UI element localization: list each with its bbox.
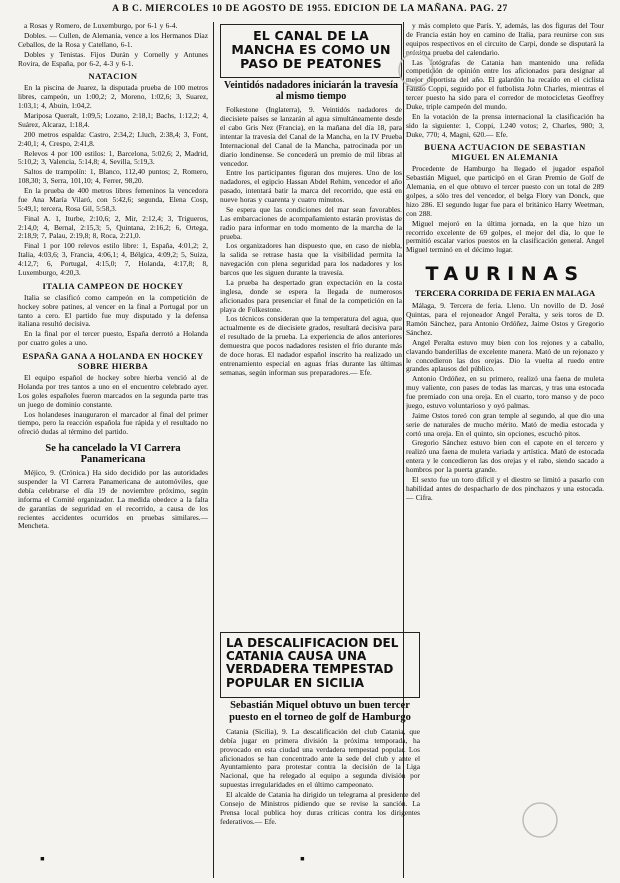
taurinas-paragraph: El sexto fue un toro difícil y el diestro se limitó a pasarlo con habilidad antes de despacharlo de dos pinchazos y una estocada.— Cifra.	[406, 474, 604, 502]
taurinas-paragraph: Jaime Ostos toreó con gran temple al segundo, al que dio una serie de naturales de mucho mérito. Mató de media estocada y cortó una oreja. En el quinto, sin opciones, escuchó pitos.	[406, 410, 604, 438]
italia-paragraph: En la final por el tercer puesto, España derrotó a Holanda por cuatro goles a uno.	[18, 329, 208, 348]
column-1	[18, 22, 208, 878]
taurinas-paragraph: Gregorio Sánchez estuvo bien con el capote en el tercero y realizó una faena de muleta variada y artística. Mató de estocada entera y le concedieron las dos orejas y el rabo, siendo sacado a hombros por la puerta grande.	[406, 438, 604, 475]
canal-headline: EL CANAL DE LA MANCHA ES COMO UN PASO DE PEATONES	[231, 28, 391, 71]
intro-paragraph: Dobles. — Cullen, de Alemania, vence a los Hermanos Díaz Ceballos, de la Rosa y Catellano, 6-1.	[18, 30, 208, 49]
taurinas-paragraph: Antonio Ordóñez, en su primero, realizó una faena de muleta muy valiente, con pases de todas las marcas, y tras una estocada fue premiado con una oreja. En el cuarto, toro manso y de poco juego, estuvo voluntarioso y oyó palmas.	[406, 374, 604, 410]
natacion-paragraph: 200 metros espalda: Castro, 2:34,2; Lluch, 2:38,4; 3, Font, 2:40,1; 4, Crespo, 2:41,8.	[18, 129, 208, 148]
taurinas-subheading: TERCERA CORRIDA DE FERIA EN MALAGA	[414, 288, 596, 299]
panamericana-paragraph: Méjico, 9. (Crónica.) Ha sido decidido por las autoridades suspender la VI Carrera Panamericana de automóviles, que debía celebrarse el día 19 de noviembre próximo, según informa el Comité organizador. La medida obedece a la falta de garantías de seguridad en el recorrido, a causa de los recientes accidentes ocurridos en pruebas similares.— Mencheta.	[18, 468, 208, 531]
natacion-heading: NATACION	[88, 71, 138, 82]
intro-paragraph: y más completo que París. Y, además, las dos figuras del Tour de Francia están hoy en camino de Italia, para reunirse con sus equipos respectivos en el circuito de Carpi, donde se disputará la próxima prueba del calendario.	[406, 22, 604, 57]
column-3	[406, 22, 604, 878]
canal-paragraph: Los organizadores han dispuesto que, en caso de niebla, la salida se retrase hasta que la visibilidad permita la navegación con plena seguridad para los nadadores y los barcos que les siguen durante la travesía.	[220, 241, 402, 277]
natacion-paragraph: Final A. 1, Iturbe, 2:10,6; 2, Mir, 2:12,4; 3, Trigueros, 2:14,0; 4, Bernal, 2:15,3; 5, Quintana, 2:16,2; 6, Ortega, 2:18,9; 7, Palau, 2:19,8; 8, Roca, 2:21,0.	[18, 213, 208, 241]
catania-headline: LA DESCALIFICACION DEL CATANIA CAUSA UNA VERDADERA TEMPESTAD POPULAR EN SICILIA	[226, 636, 399, 690]
natacion-paragraph: En la prueba de 400 metros libres femeninos la vencedora fue Ana María Vilaró, con 5:42,6; segunda, Elena Cosp, 5:49,1; tercera, Rosa Gil, 5:58,3.	[18, 186, 208, 213]
natacion-paragraph: Mariposa Queralt, 1:09,5; Lozano, 2:18,1; Bachs, 1:12,2; 4, Suárez, Alcaraz, 1:18,4.	[18, 111, 208, 129]
espana-heading: ESPAÑA GANA A HOLANDA EN HOCKEY SOBRE HIERBA	[22, 351, 204, 371]
italia-paragraph: Italia se clasificó como campeón en la competición de hockey sobre patines, al vencer en la final a Portugal por un tanto a cero. El partido fue muy disputado y la defensa italiana resultó decisiva.	[18, 292, 208, 329]
intro-paragraph: Las fotógrafas de Catania han mantenido una reñida competición de opinión entre los aficionados para designar al mejor deportista del año. El galardón ha recaído en el ciclista Fausto Coppi, seguido por el futbolista John Charles, mientras el tercer puesto ha sido para el corredor de motocicletas Geoffrey Duke, triple campeón del mundo.	[406, 57, 604, 111]
running-head: A B C. MIERCOLES 10 DE AGOSTO DE 1955. EDICION DE LA MAÑANA. PAG. 27	[112, 4, 508, 14]
taurinas-heading: TAURINAS	[425, 263, 585, 286]
catania-subheadline: Sebastián Miquel obtuvo un buen tercer puesto en el torneo de golf de Hamburgo	[229, 699, 411, 723]
canal-paragraph: Se espera que las condiciones del mar sean favorables. Las embarcaciones de acompañamiento estarán provistas de radio para informar en todo momento de la marcha de la prueba.	[220, 204, 402, 241]
column-2	[220, 22, 402, 626]
canal-headline-box	[220, 24, 402, 78]
catania-paragraph: El alcalde de Catania ha dirigido un telegrama al presidente del Consejo de Ministros pidiendo que se revise la sanción. La Prensa local publica hoy duras críticas contra los dirigentes federativos.— Efe.	[220, 790, 420, 826]
bullet-mark-icon: ▪	[300, 852, 305, 867]
espana-paragraph: El equipo español de hockey sobre hierba venció al de Holanda por tres tantos a uno en el encuentro celebrado ayer. Los goles españoles fueron marcados en la segunda parte tras un juego de dominio constante.	[18, 373, 208, 409]
canal-paragraph: Folkestone (Inglaterra), 9. Veintidós nadadores de diecisiete países se lanzarán al agua simultáneamente desde el cabo Gris Nez (Francia), en la mañana del día 18, para intentar la travesía del Canal de la Mancha, en la IV Prueba Internacional del Canal de la Mancha, patrocinada por un diario londinense. Se concederá un premio de mil libras al vencedor.	[220, 105, 402, 168]
canal-paragraph: La prueba ha despertado gran expectación en la costa inglesa, donde se espera la llegada de numerosos aficionados para presenciar el final de la competición en la playa de Folkestone.	[220, 277, 402, 314]
catania-story	[220, 630, 420, 878]
canal-subheadline: Veintidós nadadores iniciarán la travesía al mismo tiempo	[224, 80, 398, 103]
natacion-paragraph: Final 1 por 100 relevos estilo libre: 1, España, 4:01,2; 2, Italia, 4:03,6; 3, Francia, 4:06,1; 4, Bélgica, 4:09,2; 5, Suiza, 4:12,7; 6, Portugal, 4:15,0; 7, Holanda, 4:17,8; 8, Luxemburgo, 4:20,3.	[18, 241, 208, 277]
natacion-paragraph: Relevos 4 por 100 estilos: 1, Barcelona, 5:02,6; 2, Madrid, 5:10,2; 3, Valencia, 5:14,8; 4, Sevilla, 5:19,3.	[18, 148, 208, 167]
canal-paragraph: Entre los participantes figuran dos mujeres. Uno de los nadadores, el egipcio Hassan Abdel Rehim, vencedor el año pasado, intentará batir la marca del recorrido, que está en nueve horas y cuarenta y cuatro minutos.	[220, 168, 402, 204]
golf-heading: BUENA ACTUACION DE SEBASTIAN MIGUEL EN ALEMANIA	[424, 142, 586, 163]
bullet-mark-icon: ▪	[40, 852, 45, 867]
taurinas-paragraph: Málaga, 9. Tercera de feria. Lleno. Un novillo de D. José Quintas, para el rejoneador Angel Peralta, y seis toros de D. Ramón Sánchez, para Antonio Ordóñez, Jaime Ostos y Gregorio Sánchez.	[406, 301, 604, 337]
column-rule-1	[213, 22, 214, 878]
taurinas-paragraph: Angel Peralta estuvo muy bien con los rejones y a caballo, clavando banderillas de excelente manera. Mató de un rejonazo y le concedieron las dos orejas. Dio la vuelta al ruedo entre grandes aplausos del público.	[406, 337, 604, 374]
italia-heading: ITALIA CAMPEON DE HOCKEY	[42, 280, 184, 291]
espana-paragraph: Los holandeses inauguraron el marcador al final del primer tiempo, pero la reacción española fue rápida y el resultado no ofreció dudas al término del partido.	[18, 409, 208, 437]
catania-headline-box	[220, 632, 420, 698]
golf-paragraph: Procedente de Hamburgo ha llegado el jugador español Sebastián Miguel, que participó en el Gran Premio de Golf de Alemania, en el que obtuvo el tercer puesto con un total de 289 golpes, a sólo tres del vencedor, el belga Flory van Donck, que hizo 286. El segundo lugar fue para el británico Harry Weetman, con 288.	[406, 164, 604, 218]
intro-paragraph: Dobles y Tenistas. Fijos Durán y Cornelly y Antunes Rovira, de España, por 6-2, 4-3 y 6-1.	[18, 49, 208, 68]
intro-paragraph: a Rosas y Romero, de Luxemburgo, por 6-1 y 6-4.	[24, 22, 178, 30]
golf-paragraph: Miguel mejoró en la última jornada, en la que hizo un recorrido excelente de 69 golpes, el mejor del día, lo que le permitió escalar varios puestos en la clasificación general. Angel Miguel terminó en el décimo lugar.	[406, 218, 604, 255]
natacion-paragraph: Saltos de trampolín: 1, Blanco, 112,40 puntos; 2, Romero, 108,30; 3, Serra, 101,10; 4, Ferrer, 98,20.	[18, 167, 208, 186]
panamericana-heading: Se ha cancelado la VI Carrera Panamericana	[45, 443, 181, 466]
intro-paragraph: En la votación de la prensa internacional la clasificación ha sido la siguiente: 1, Coppi, 1.240 votos; 2, Charles, 980; 3, Duke, 770; 4, Magni, 620.— Efe.	[406, 111, 604, 139]
catania-paragraph: Catania (Sicilia), 9. La descalificación del club Catania, que debía jugar en primera división la próxima temporada, ha provocado en esta ciudad una verdadera tempestad popular. Los aficionados se han concentrado ante la sede del club y ante el Ayuntamiento para protestar contra la decisión de la Liga Nacional, que ha relegado al equipo a segunda división por supuestas irregularidades en el último campeonato.	[220, 726, 420, 790]
natacion-paragraph: En la piscina de Juarez, la disputada prueba de 100 metros libres, campeón, un 1:00,2; 2, Moreno, 1:02,6; 3, Suarez, 1:03,1; 4, Abuin, 1:04,2.	[18, 83, 208, 111]
canal-paragraph: Los técnicos consideran que la temperatura del agua, que actualmente es de diecisiete grados, resultará decisiva para el resultado de la prueba. La experiencia de años anteriores demuestra que pocos nadadores resisten el frío durante más de doce horas. El nadador español inscrito ha realizado un entrenamiento especial en aguas frías durante las últimas semanas, según informan sus preparadores.— Efe.	[220, 314, 402, 377]
